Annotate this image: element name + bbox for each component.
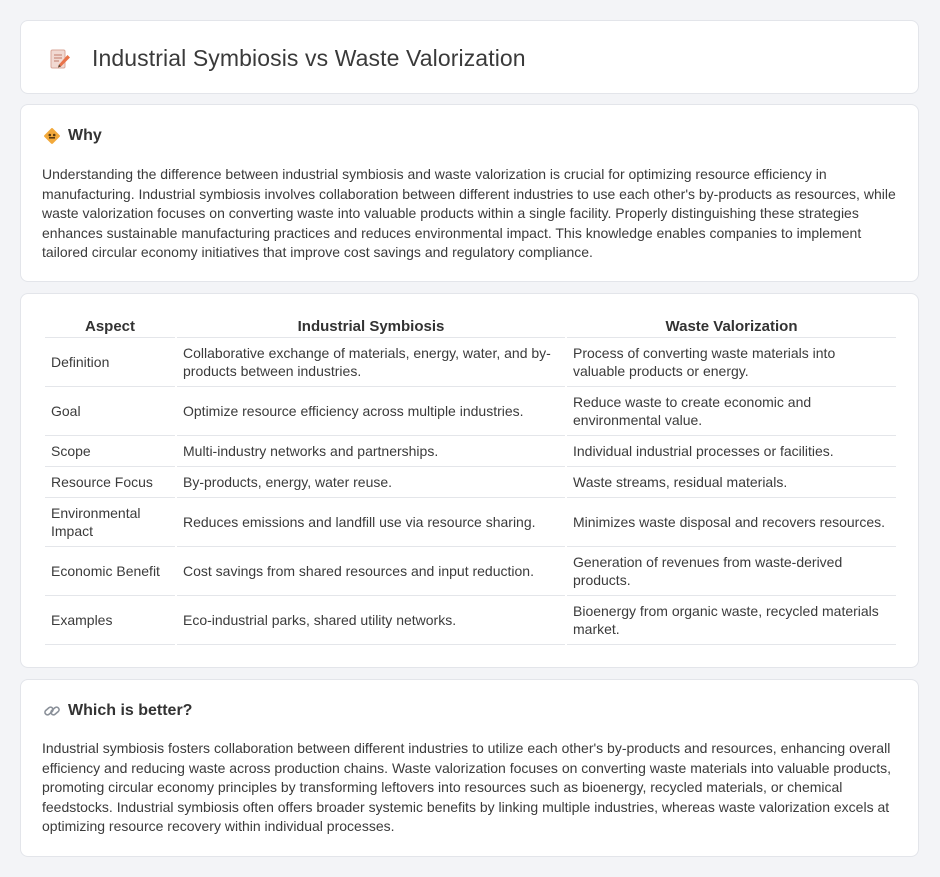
row-symbiosis: Optimize resource efficiency across multiple industries. <box>177 387 565 436</box>
why-heading: Why <box>68 127 102 144</box>
table-row <box>45 387 896 436</box>
table-row <box>45 547 896 596</box>
table-row <box>45 498 896 547</box>
better-text: Industrial symbiosis fosters collaboration between different industries to utilize each other's by-products and resources, enhancing overall efficiency and reducing waste across production chains. Waste valorization focuses on converting waste materials into valuable products, promoting circular economy principles by transforming leftovers into resources such as bioenergy, recycled materials, or chemical feedstocks. Industrial symbiosis often offers broader systemic benefits by linking multiple industries, whereas waste valorization excels at optimizing resource recovery within individual processes. <box>42 740 892 834</box>
why-section <box>20 104 919 282</box>
better-heading: Which is better? <box>68 702 193 719</box>
row-symbiosis: Collaborative exchange of materials, energy, water, and by-products between industries. <box>177 338 565 387</box>
table-row <box>45 467 896 498</box>
header-industrial-symbiosis: Industrial Symbiosis <box>177 316 565 338</box>
which-is-better-section <box>20 679 919 857</box>
row-aspect: Definition <box>45 338 175 387</box>
row-symbiosis: Multi-industry networks and partnerships. <box>177 436 565 467</box>
table-row <box>45 596 896 645</box>
table-row <box>45 436 896 467</box>
row-valorization: Generation of revenues from waste-derived products. <box>567 547 896 596</box>
comparison-table <box>43 316 898 645</box>
row-valorization: Process of converting waste materials into valuable products or energy. <box>567 338 896 387</box>
row-symbiosis: By-products, energy, water reuse. <box>177 467 565 498</box>
row-aspect: Resource Focus <box>45 467 175 498</box>
row-aspect: Examples <box>45 596 175 645</box>
why-heading-row <box>43 127 102 145</box>
comparison-table-card <box>20 293 919 668</box>
why-text: Understanding the difference between industrial symbiosis and waste valorization is crucial for optimizing resource efficiency in manufacturing. Industrial symbiosis involves collaboration between different industries to use each other's by-products as resources, while waste valorization focuses on converting waste into valuable products within a single facility. Properly distinguishing these strategies enhances sustainable manufacturing practices and reduces environmental impact. This knowledge enables companies to implement tailored circular economy initiatives that improve cost savings and regulatory compliance. <box>42 166 896 260</box>
row-valorization: Bioenergy from organic waste, recycled materials market. <box>567 596 896 645</box>
row-valorization: Minimizes waste disposal and recovers resources. <box>567 498 896 547</box>
row-valorization: Reduce waste to create economic and environmental value. <box>567 387 896 436</box>
row-valorization: Waste streams, residual materials. <box>567 467 896 498</box>
better-heading-row <box>43 702 192 720</box>
row-valorization: Individual industrial processes or facilities. <box>567 436 896 467</box>
table-row <box>45 338 896 387</box>
title-card <box>20 20 919 94</box>
diamond-sign-icon <box>43 127 61 145</box>
link-icon <box>43 702 61 720</box>
row-aspect: Goal <box>45 387 175 436</box>
row-aspect: Scope <box>45 436 175 467</box>
row-symbiosis: Reduces emissions and landfill use via resource sharing. <box>177 498 565 547</box>
header-aspect: Aspect <box>45 316 175 338</box>
row-aspect: Environmental Impact <box>45 498 175 547</box>
table-header-row <box>45 316 896 338</box>
pencil-document-icon <box>48 46 72 72</box>
header-waste-valorization: Waste Valorization <box>567 316 896 338</box>
row-symbiosis: Eco-industrial parks, shared utility networks. <box>177 596 565 645</box>
page-title: Industrial Symbiosis vs Waste Valorization <box>92 45 526 71</box>
row-aspect: Economic Benefit <box>45 547 175 596</box>
row-symbiosis: Cost savings from shared resources and input reduction. <box>177 547 565 596</box>
title-wrap <box>48 45 526 72</box>
